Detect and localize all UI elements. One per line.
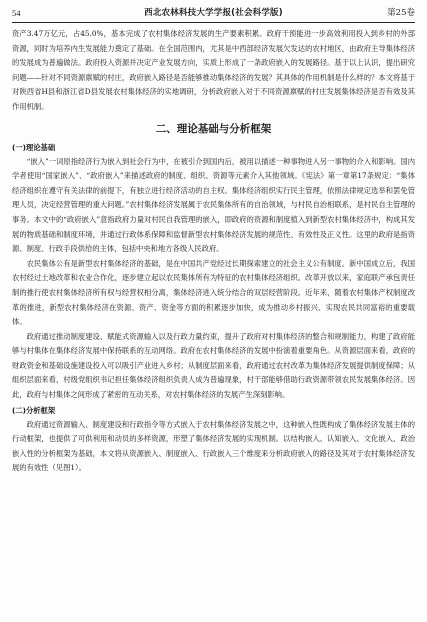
page-number: 54 (12, 8, 21, 18)
journal-name: 西北农林科技大学学报(社会科学版) (144, 8, 283, 18)
article-body (12, 27, 415, 476)
framework-paragraph-1: 政府通过资源输入、制度建设和行政指令等方式嵌入于农村集体经济发展之中，这种嵌入性既构成了集体经济发展主体的行动框架，也提供了可供利用和动员的多样资源，形塑了集体经济发展的实现机制。以结构嵌入、认知嵌入、文化嵌入、政治嵌入性的分析框架为基础，本文将从资源嵌入、制度嵌入、行政嵌入三个维度来分析政府嵌入的路径及其对于农村集体经济发展的有效性（见图1）。 (12, 419, 415, 473)
section-heading: 二、理论基础与分析框架 (155, 122, 272, 135)
theory-paragraph-2: 农民集体公有是新型农村集体经济的基础，是在中国共产党经过长期探索建立的社会主义公有制度。新中国成立后，我国农村经过土地改革和农业合作化，逐步建立起以农民集体所有为特征的农村集体经济组织。改革开放以来，家庭联产承包责任制的推行使农村集体经济所有权与经营权相分离，集体经济进入统分结合的双层经营阶段。近年来，随着农村集体产权制度改革的推进，新型农村集体经济在资源、资产、资金等方面的积累逐步加快，成为推动乡村振兴、实现农民共同富裕的重要载体。 (12, 258, 415, 327)
running-header (12, 6, 415, 23)
volume-label: 第25卷 (387, 8, 415, 18)
subsection-heading-theory: (一)理论基础 (12, 142, 56, 152)
intro-paragraph: 资产3.47万亿元，占45.0%，基本完成了农村集体经济发展的生产要素积累。政府干预能进一步高效利用投入到乡村的外部资源，同时为培养内生发展能力奠定了基础。在全国范围内，尤其是中西部经济发展欠发达的农村地区，由政府主导集体经济的发展成为普遍做法。政府投入资源并决定产业发展方向，实质上形成了一条政府嵌入的发展路径。基于以上认识，提出研究问题——针对不同资源禀赋的村庄，政府嵌入路径是否能够推动集体经济的发展？其具体的作用机制是什么样的？本文将基于对陕西省H县和浙江省D县发展农村集体经济的实地调研，分析政府嵌入对于不同资源禀赋的村庄发展集体经济是否有效及其作用机制。 (12, 29, 415, 111)
theory-paragraph-1: “嵌入”一词原指经济行为嵌入到社会行为中，在被引介到国内后，被用以描述一种事物进入另一事物的介入和影响。国内学者使用“国家嵌入”、“政府嵌入”来描述政府的制度、组织、资源等元素介入其他领域。《宪法》第一章第17条规定：“集体经济组织在遵守有关法律的前提下，有独立进行经济活动的自主权。集体经济组织实行民主管理，依照法律规定选举和罢免管理人员，决定经营管理的重大问题。”农村集体经济发展属于农民集体所有的自治领域，与村民自治相联系，是村民自主管理的事务。本文中的“政府嵌入”意指政府力量对村民自我管理的嵌入，即政府的资源和制度植入到新型农村集体经济中，构成其发展的物质基础和制度环境，并通过行政体系保障和监督新型农村集体经济发展的规范性、有效性及正义性。这里的政府是指资源、制度、行政手段供给的主体，包括中央和地方各级人民政府。 (12, 156, 415, 254)
theory-paragraph-3: 政府通过推动制度建设、赋能式资源输入以及行政力量约束，提升了政府对村集体经济的整合和规制能力，构建了政府能够与村集体在集体经济发展中保持联系的互动网络。政府在农村集体经济的发展中扮演着重要角色。从资源层面来看，政府的财政资金和基础设施建设投入可以吸引产业进入乡村；从制度层面来看，政府通过农村改革为集体经济发展提供制度保障；从组织层面来看，村级党组织书记担任集体经济组织负责人成为普遍现象，村干部能够借助行政资源带领农民发展集体经济。因此，政府与村集体之间形成了紧密的互动关系，对农村集体经济的发展产生深刻影响。 (12, 331, 415, 400)
subsection-heading-framework: (二)分析框架 (12, 405, 56, 415)
